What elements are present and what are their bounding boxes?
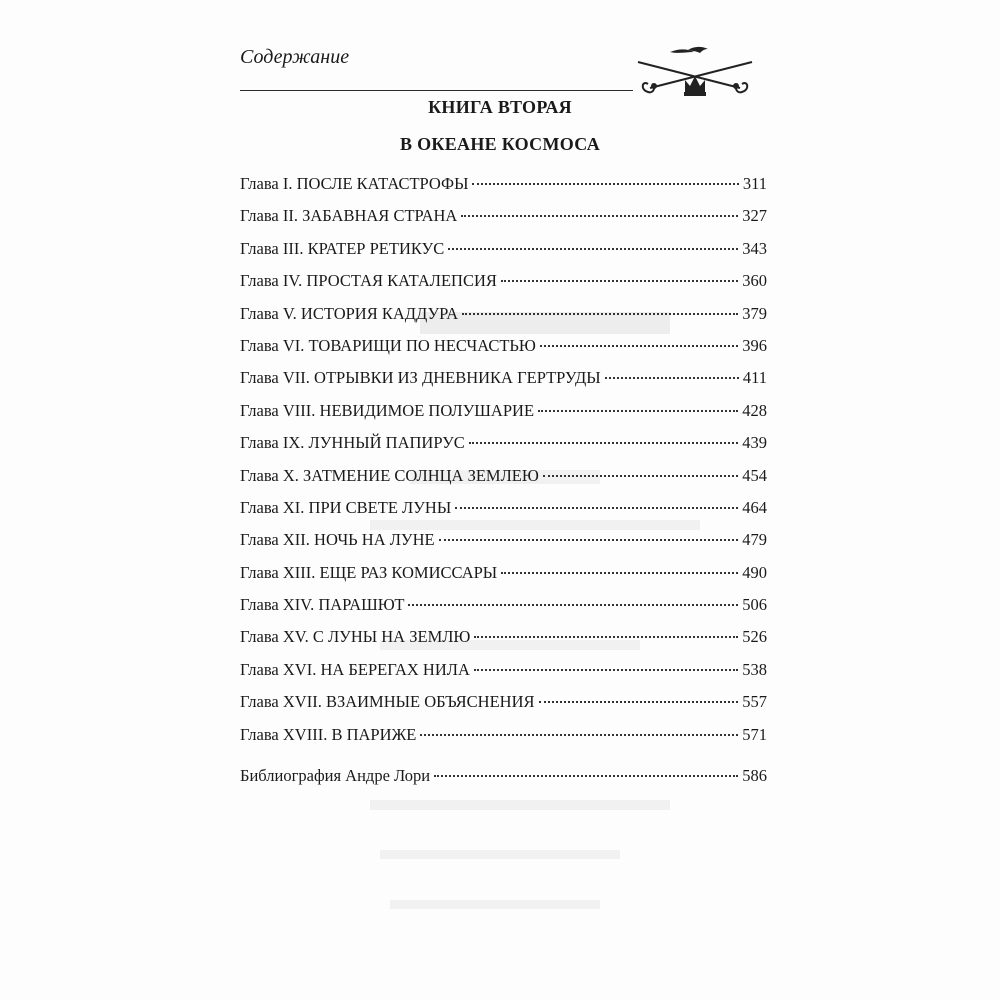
- toc-entry-label: Глава VIII. НЕВИДИМОЕ ПОЛУШАРИЕ: [240, 400, 535, 420]
- table-of-contents: [240, 172, 767, 796]
- toc-entry[interactable]: [240, 366, 767, 398]
- toc-entry[interactable]: [240, 496, 767, 528]
- toc-entry-page: 396: [742, 335, 767, 355]
- toc-entry-label: Глава II. ЗАБАВНАЯ СТРАНА: [240, 206, 458, 226]
- toc-entry[interactable]: [240, 593, 767, 625]
- toc-entry-page: 311: [742, 174, 767, 193]
- toc-leader-dots: [474, 669, 738, 671]
- toc-leader-dots: [448, 248, 738, 250]
- toc-entry-label: Глава XII. НОЧЬ НА ЛУНЕ: [240, 530, 435, 550]
- toc-entry-page: 538: [742, 659, 767, 679]
- toc-entry-label: Глава XVIII. В ПАРИЖЕ: [240, 724, 417, 744]
- toc-entry-label: Библиография Андре Лори: [240, 766, 431, 786]
- toc-entry-page: 360: [742, 271, 767, 291]
- toc-entry-label: Глава XVII. ВЗАИМНЫЕ ОБЪЯСНЕНИЯ: [240, 692, 535, 712]
- toc-entry-label: Глава III. КРАТЕР РЕТИКУС: [240, 238, 445, 258]
- toc-entry-label: Глава XIII. ЕЩЕ РАЗ КОМИССАРЫ: [240, 562, 498, 582]
- toc-entry-page: 327: [742, 206, 767, 226]
- crossed-swords-crown-eagle-icon: [630, 40, 760, 100]
- toc-leader-dots: [461, 215, 738, 217]
- toc-entry-page: 379: [742, 303, 767, 323]
- toc-leader-dots: [501, 280, 738, 282]
- toc-entry[interactable]: [240, 625, 767, 657]
- toc-entry-label: Глава XVI. НА БЕРЕГАХ НИЛА: [240, 659, 470, 679]
- toc-entry-page: 571: [742, 724, 767, 744]
- toc-entry-bibliography[interactable]: [240, 764, 767, 796]
- toc-entry-label: Глава IV. ПРОСТАЯ КАТАЛЕПСИЯ: [240, 271, 497, 291]
- toc-leader-dots: [543, 475, 738, 477]
- toc-entry[interactable]: [240, 204, 767, 236]
- toc-entry-page: 428: [742, 400, 767, 420]
- toc-leader-dots: [420, 734, 738, 736]
- toc-entry[interactable]: [240, 302, 767, 334]
- toc-leader-dots: [538, 410, 738, 412]
- toc-entry-label: Глава IX. ЛУННЫЙ ПАПИРУС: [240, 433, 465, 453]
- toc-entry-label: Глава I. ПОСЛЕ КАТАСТРОФЫ: [240, 174, 469, 193]
- toc-entry-label: Глава XIV. ПАРАШЮТ: [240, 595, 405, 615]
- toc-leader-dots: [462, 313, 738, 315]
- book-title: КНИГА ВТОРАЯ: [428, 97, 572, 117]
- toc-entry[interactable]: [240, 431, 767, 463]
- toc-entry-page: 490: [742, 562, 767, 582]
- book-subtitle: В ОКЕАНЕ КОСМОСА: [399, 134, 600, 154]
- toc-leader-dots: [408, 604, 738, 606]
- toc-leader-dots: [501, 572, 738, 574]
- toc-entry[interactable]: [240, 561, 767, 593]
- toc-leader-dots: [434, 775, 738, 777]
- section-header-title: Содержание: [240, 46, 350, 68]
- toc-leader-dots: [540, 345, 738, 347]
- toc-entry-label: Глава VII. ОТРЫВКИ ИЗ ДНЕВНИКА ГЕРТРУДЫ: [240, 368, 601, 388]
- toc-entry[interactable]: [240, 658, 767, 690]
- toc-leader-dots: [455, 507, 738, 509]
- toc-entry-label: Глава VI. ТОВАРИЩИ ПО НЕСЧАСТЬЮ: [240, 335, 536, 355]
- toc-leader-dots: [474, 636, 738, 638]
- toc-entry-page: 586: [742, 766, 767, 786]
- header-rule: [240, 90, 633, 91]
- toc-entry-page: 411: [742, 368, 767, 388]
- toc-leader-dots: [605, 377, 739, 379]
- toc-entry-page: 439: [742, 433, 767, 453]
- toc-entry-page: 464: [742, 497, 767, 517]
- toc-entry-page: 506: [742, 595, 767, 615]
- toc-entry-page: 557: [742, 692, 767, 712]
- toc-entry[interactable]: [240, 723, 767, 755]
- toc-entry[interactable]: [240, 464, 767, 496]
- toc-entry[interactable]: [240, 334, 767, 366]
- toc-entry[interactable]: [240, 528, 767, 560]
- toc-entry-label: Глава XI. ПРИ СВЕТЕ ЛУНЫ: [240, 497, 452, 517]
- toc-entry-label: Глава XV. С ЛУНЫ НА ЗЕМЛЮ: [240, 627, 471, 647]
- toc-entry-page: 526: [742, 627, 767, 647]
- toc-leader-dots: [539, 701, 739, 703]
- toc-entry-label: Глава V. ИСТОРИЯ КАДДУРА: [240, 303, 459, 323]
- toc-entry[interactable]: [240, 269, 767, 301]
- toc-entry-page: 454: [742, 465, 767, 485]
- toc-entry[interactable]: [240, 399, 767, 431]
- toc-leader-dots: [472, 183, 738, 185]
- toc-entry[interactable]: [240, 172, 767, 204]
- toc-entry-page: 479: [742, 530, 767, 550]
- toc-leader-dots: [439, 539, 739, 541]
- toc-entry-label: Глава X. ЗАТМЕНИЕ СОЛНЦА ЗЕМЛЕЮ: [240, 465, 539, 485]
- toc-leader-dots: [469, 442, 738, 444]
- toc-entry[interactable]: [240, 237, 767, 269]
- toc-entry-page: 343: [742, 238, 767, 258]
- toc-entry[interactable]: [240, 690, 767, 722]
